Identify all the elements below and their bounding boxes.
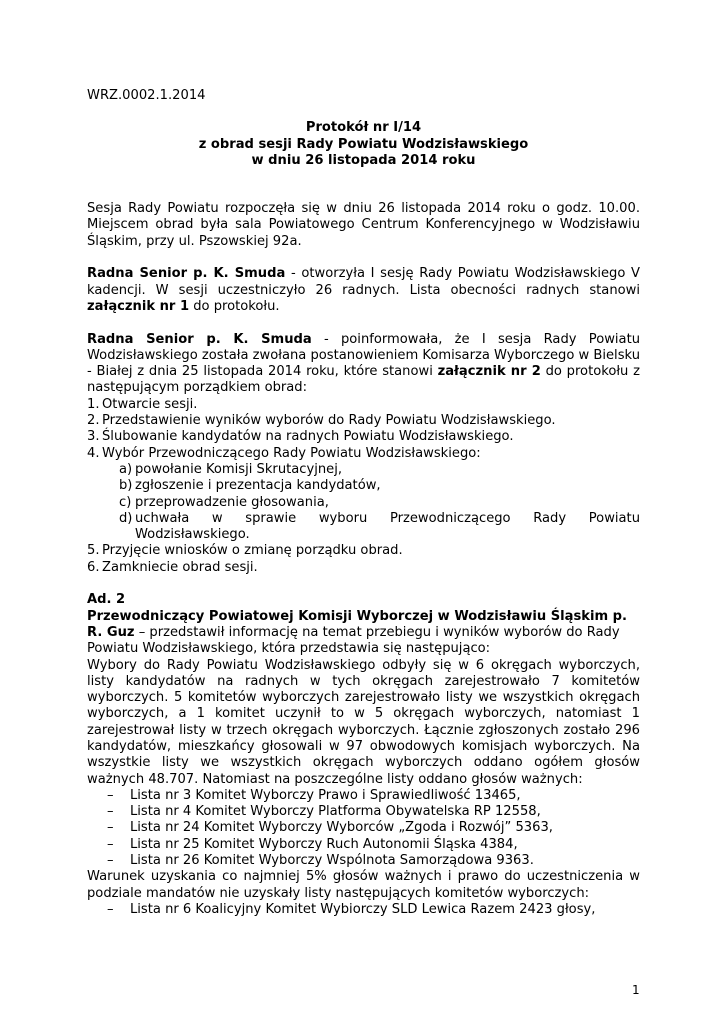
title-line-1: Protokół nr I/14 [305, 120, 422, 136]
opening-paragraph [87, 266, 640, 315]
speaker-name: Radna Senior p. K. Smuda [87, 331, 312, 347]
threshold-paragraph: Warunek uzyskania co najmniej 5% głosów ważnych i prawo do uczestniczenia w podziale mandatów nie uzyskały listy następujących komitetów wyborczych: [87, 869, 640, 901]
list-item: – Lista nr 4 Komitet Wyborczy Platforma Obywatelska RP 12558, [107, 804, 541, 820]
title-line-2: z obrad sesji Rady Powiatu Wodzisławskiego [198, 136, 529, 152]
list-item: – Lista nr 24 Komitet Wyborczy Wyborców „Zgoda i Rozwój” 5363, [107, 820, 553, 836]
agenda-item: 2. Przedstawienie wyników wyborów do Rady Powiatu Wodzisławskiego. [87, 413, 556, 429]
speaker-name: Przewodniczący Powiatowej Komisji Wyborczej w Wodzisławiu Śląskim p. R. Guz [87, 608, 628, 640]
paragraph-text: do protokołu. [189, 298, 280, 314]
agenda-list [87, 397, 640, 576]
list-item: – Lista nr 3 Komitet Wyborczy Prawo i Sprawiedliwość 13465, [107, 787, 521, 803]
agenda-subitem: b) zgłoszenie i prezentacja kandydatów, [119, 478, 381, 494]
speaker-name: Radna Senior p. K. Smuda [87, 266, 286, 282]
list-item: – Lista nr 26 Komitet Wyborczy Wspólnota Samorządowa 9363. [107, 853, 534, 869]
section-heading: Ad. 2 [87, 592, 126, 608]
list-item: – Lista nr 6 Koalicyjny Komitet Wybiorczy SLD Lewica Razem 2423 głosy, [107, 901, 596, 917]
failed-lists [87, 902, 640, 918]
agenda-sublist [102, 462, 640, 543]
attachment-reference: załącznik nr 2 [437, 364, 541, 380]
paragraph-text: – przedstawił informację na temat przebiegu i wyników wyborów do Rady Powiatu Wodzisławskiego, która przedstawia się następująco: [87, 624, 620, 657]
paragraph-text: do protokołu z następującym porządkiem obrad: [87, 364, 640, 396]
agenda-item: 6. Zamkniecie obrad sesji. [87, 559, 258, 575]
page-number: 1 [632, 983, 640, 997]
agenda-intro-paragraph [87, 332, 640, 397]
agenda-subitem: c) przeprowadzenie głosowania, [119, 494, 329, 510]
agenda-subitem: a) powołanie Komisji Skrutacyjnej, [119, 461, 343, 477]
paragraph-text: - poinformowała, że I sesja Rady Powiatu Wodzisławskiego została zwołana postanowieniem Komisarza Wyborczego w Bielsku - Białej z dnia 25 listopada 2014 roku, które stanowi [87, 331, 641, 380]
election-report-intro [87, 609, 640, 658]
agenda-item: 4. Wybór Przewodniczącego Rady Powiatu Wodzisławskiego: a) powołanie Komisji Skrutacyjnej, b) zgłoszenie i prezentacja kandydatów, c) przeprowadzenie głosowania, d) uchwała w sprawie wyboru Przewodniczącego Rady Powiatu Wodzisławskiego. [87, 445, 640, 543]
document-title [87, 120, 640, 169]
session-opening-paragraph: Sesja Rady Powiatu rozpoczęła się w dniu 26 listopada 2014 roku o godz. 10.00. Miejscem obrad była sala Powiatowego Centrum Konferencyjnego w Wodzisławiu Śląskim, przy ul. Pszowskiej 92a. [87, 201, 640, 249]
election-results-paragraph: Wybory do Rady Powiatu Wodzisławskiego odbyły się w 6 okręgach wyborczych, listy kandydatów na radnych w tych okręgach zarejestrowało 7 komitetów wyborczych. 5 komitetów wyborczych zarejestrowało listy we wszystkich okręgach wyborczych, a 1 komitet uczynił to w 5 okręgach wyborczych, natomiast 1 zarejestrował listy w trzech okręgach wyborczych. Łącznie zgłoszonych zostało 296 kandydatów, mieszkańcy głosowali w 97 obwodowych komisjach wyborczych. Na wszystkie listy we wszystkich okręgach wyborczych oddano ogółem głosów ważnych 48.707. Natomiast na poszczególne listy oddano głosów ważnych: [87, 657, 640, 787]
list-item: – Lista nr 25 Komitet Wyborczy Ruch Autonomii Śląska 4384, [107, 836, 518, 852]
document-reference: WRZ.0002.1.2014 [87, 88, 206, 103]
agenda-item: 1. Otwarcie sesji. [87, 396, 198, 412]
agenda-item: 5. Przyjęcie wniosków o zmianę porządku obrad. [87, 543, 403, 559]
attachment-reference: załącznik nr 1 [87, 298, 190, 314]
paragraph-text: - otworzyła I sesję Rady Powiatu Wodzisławskiego V kadencji. W sesji uczestniczyło 26 radnych. Lista obecności radnych stanowi [87, 266, 641, 298]
title-line-3: w dniu 26 listopada 2014 roku [251, 152, 476, 168]
agenda-item: 3. Ślubowanie kandydatów na radnych Powiatu Wodzisławskiego. [87, 429, 514, 445]
agenda-subitem: d) uchwała w sprawie wyboru Przewodniczącego Rady Powiatu Wodzisławskiego. [119, 510, 640, 543]
document-content [87, 88, 640, 918]
results-list [87, 788, 640, 869]
